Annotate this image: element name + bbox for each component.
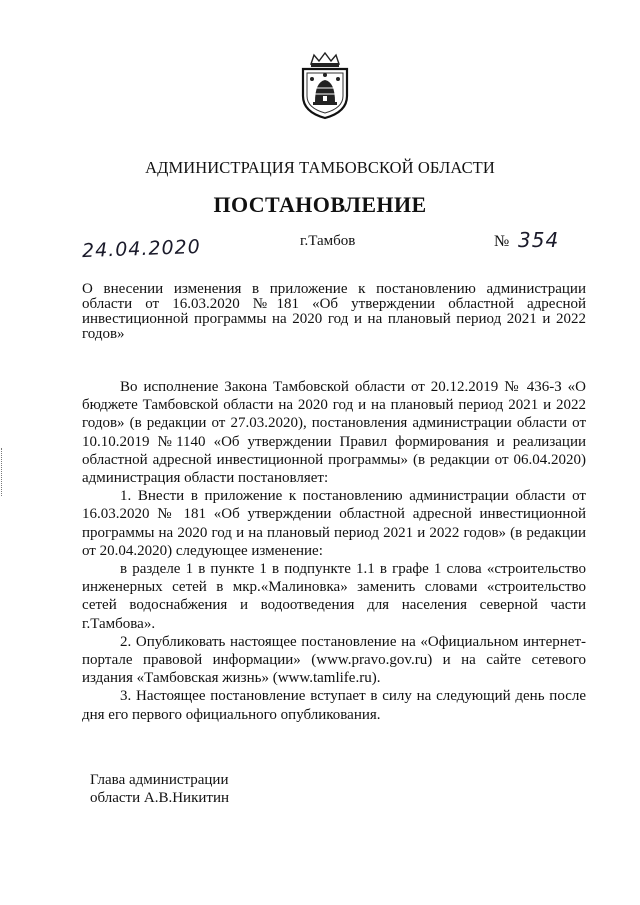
- document-body: [82, 378, 586, 724]
- coat-of-arms-icon: [297, 52, 353, 120]
- document-city: г.Тамбов: [300, 233, 356, 249]
- document-number: 354: [518, 228, 560, 252]
- signature-name: области А.В.Никитин: [90, 790, 230, 806]
- document-type-title: ПОСТАНОВЛЕНИЕ: [213, 192, 427, 217]
- preamble-paragraph: Во исполнение Закона Тамбовской области от 20.12.2019 № 436-З «О бюджете Тамбовской области на 2020 год и на плановый период 2021 и 2022 годов» (в редакции от 27.03.2020), постановления администрации области от 10.10.2019 №1140 «Об утверждении Правил формирования и реализации областной адресной инвестиционной программы» (в редакции от 06.04.2020) администрация области постановляет:: [82, 379, 586, 487]
- clause-2-paragraph: 2. Опубликовать настоящее постановление на «Официальном интернет-портале правовой информации» (www.pravo.gov.ru) и на сайте сетевого издания «Тамбовская жизнь» (www.tamlife.ru).: [82, 633, 586, 687]
- document-meta: [0, 228, 640, 268]
- signature-title: Глава администрации: [90, 772, 229, 788]
- number-label: №: [494, 233, 510, 250]
- signature-block: [90, 771, 229, 807]
- document-subject: О внесении изменения в приложение к постановлению администрации области от 16.03.2020 №181 «Об утверждении областной адресной инвестиционной программы на 2020 год и на плановый период 2021 и 2022 годов»: [82, 281, 586, 342]
- clause-1-detail-paragraph: в разделе 1 в пункте 1 в подпункте 1.1 в графе 1 слова «строительство инженерных сетей в мкр.«Малиновка» заменить словами «строительство сетей водоснабжения и водоотведения для населения северной части г.Тамбова».: [82, 561, 586, 632]
- document-date: 24.04.2020: [81, 235, 202, 263]
- clause-1-paragraph: 1. Внести в приложение к постановлению администрации области от 16.03.2020 № 181 «Об утверждении областной адресной инвестиционной программы на 2020 год и на плановый период 2021 и 2022 годов» (в редакции от 20.04.2020) следующее изменение:: [82, 488, 586, 559]
- clause-3-paragraph: 3. Настоящее постановление вступает в силу на следующий день после дня его первого официального опубликования.: [82, 688, 586, 723]
- scan-margin-mark: [1, 448, 5, 496]
- organization-name: АДМИНИСТРАЦИЯ ТАМБОВСКОЙ ОБЛАСТИ: [145, 158, 495, 177]
